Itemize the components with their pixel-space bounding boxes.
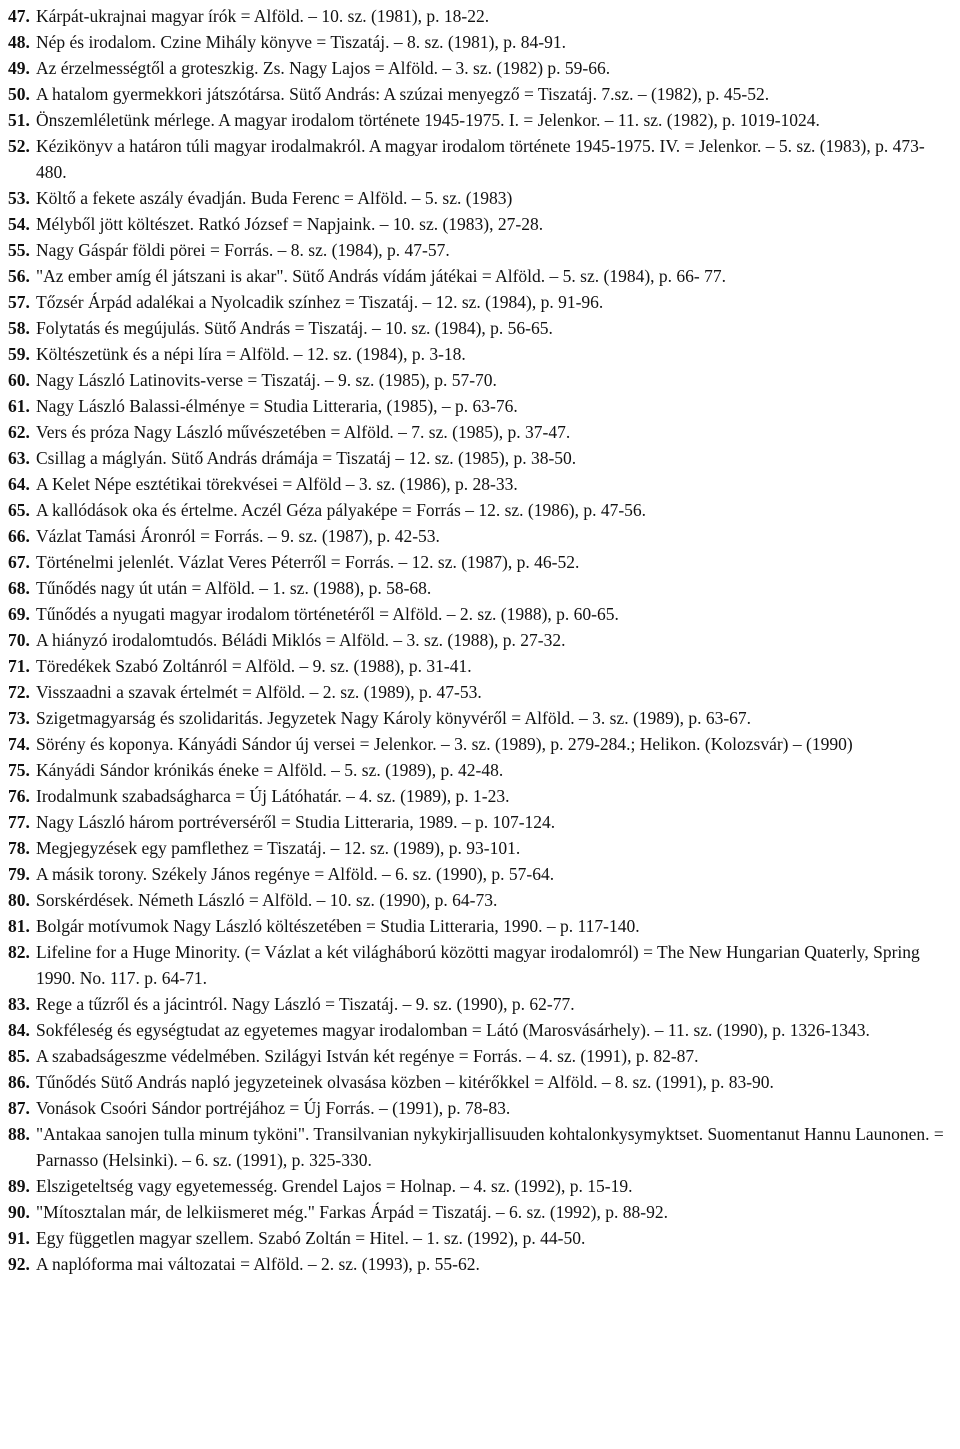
bibliography-entry — [8, 445, 952, 471]
entry-number: 82. — [8, 942, 30, 962]
entry-text: A másik torony. Székely János regénye = Alföld. – 6. sz. (1990), p. 57-64. — [36, 864, 555, 884]
entry-number: 58. — [8, 318, 30, 338]
bibliography-entry — [8, 939, 952, 991]
entry-text: Kárpát-ukrajnai magyar írók = Alföld. – 10. sz. (1981), p. 18-22. — [36, 6, 490, 26]
entry-number: 50. — [8, 84, 30, 104]
bibliography-entry — [8, 835, 952, 861]
bibliography-entry — [8, 1121, 952, 1173]
bibliography-entry — [8, 315, 952, 341]
entry-number: 67. — [8, 552, 30, 572]
entry-text: Folytatás és megújulás. Sütő András = Tiszatáj. – 10. sz. (1984), p. 56-65. — [36, 318, 553, 338]
bibliography-entry — [8, 679, 952, 705]
entry-number: 48. — [8, 32, 30, 52]
bibliography-entry — [8, 341, 952, 367]
bibliography-entry — [8, 783, 952, 809]
entry-text: Elszigeteltség vagy egyetemesség. Grendel Lajos = Holnap. – 4. sz. (1992), p. 15-19. — [36, 1176, 633, 1196]
bibliography-entry — [8, 575, 952, 601]
bibliography-entry — [8, 1069, 952, 1095]
bibliography-entry — [8, 757, 952, 783]
entry-number: 69. — [8, 604, 30, 624]
bibliography-entry — [8, 3, 952, 29]
entry-text: Kányádi Sándor krónikás éneke = Alföld. – 5. sz. (1989), p. 42-48. — [36, 760, 504, 780]
entry-number: 84. — [8, 1020, 30, 1040]
bibliography-entry — [8, 55, 952, 81]
entry-number: 75. — [8, 760, 30, 780]
bibliography-entry — [8, 991, 952, 1017]
bibliography-entry — [8, 1173, 952, 1199]
entry-number: 86. — [8, 1072, 30, 1092]
bibliography-entry — [8, 731, 952, 757]
bibliography-entry — [8, 1095, 952, 1121]
entry-number: 81. — [8, 916, 30, 936]
entry-number: 71. — [8, 656, 30, 676]
entry-text: Tűnődés Sütő András napló jegyzeteinek olvasása közben – kitérőkkel = Alföld. – 8. sz. (1991), p. 83-90. — [36, 1072, 774, 1092]
entry-text: Kézikönyv a határon túli magyar irodalmakról. A magyar irodalom története 1945-1975. IV. = Jelenkor. – 5. sz. (1983), p. 473-480. — [36, 136, 925, 182]
bibliography-entry — [8, 887, 952, 913]
bibliography-entry — [8, 237, 952, 263]
entry-text: A kallódások oka és értelme. Aczél Géza pályaképe = Forrás – 12. sz. (1986), p. 47-56. — [36, 500, 647, 520]
entry-number: 49. — [8, 58, 30, 78]
entry-text: Történelmi jelenlét. Vázlat Veres Péterről = Forrás. – 12. sz. (1987), p. 46-52. — [36, 552, 580, 572]
bibliography-entry — [8, 601, 952, 627]
bibliography-entry — [8, 211, 952, 237]
entry-text: Költő a fekete aszály évadján. Buda Ferenc = Alföld. – 5. sz. (1983) — [36, 188, 513, 208]
bibliography-entry — [8, 471, 952, 497]
entry-number: 66. — [8, 526, 30, 546]
entry-text: Visszaadni a szavak értelmét = Alföld. – 2. sz. (1989), p. 47-53. — [36, 682, 482, 702]
entry-number: 91. — [8, 1228, 30, 1248]
bibliography-entry — [8, 1199, 952, 1225]
entry-text: Nagy László három portréverséről = Studia Litteraria, 1989. – p. 107-124. — [36, 812, 556, 832]
bibliography-entry — [8, 419, 952, 445]
entry-text: A hiányzó irodalomtudós. Béládi Miklós = Alföld. – 3. sz. (1988), p. 27-32. — [36, 630, 566, 650]
entry-text: Rege a tűzről és a jácintról. Nagy László = Tiszatáj. – 9. sz. (1990), p. 62-77. — [36, 994, 575, 1014]
entry-text: Megjegyzések egy pamflethez = Tiszatáj. – 12. sz. (1989), p. 93-101. — [36, 838, 521, 858]
bibliography-entry — [8, 627, 952, 653]
entry-text: Nép és irodalom. Czine Mihály könyve = Tiszatáj. – 8. sz. (1981), p. 84-91. — [36, 32, 566, 52]
bibliography-entry — [8, 1225, 952, 1251]
entry-number: 61. — [8, 396, 30, 416]
entry-text: Önszemléletünk mérlege. A magyar irodalom története 1945-1975. I. = Jelenkor. – 11. sz. (1982), p. 1019-1024. — [36, 110, 820, 130]
entry-text: Lifeline for a Huge Minority. (= Vázlat a két világháború közötti magyar irodalomról) = The New Hungarian Quaterly, Spring 1990. No. 117. p. 64-71. — [36, 942, 920, 988]
bibliography-entry — [8, 185, 952, 211]
entry-text: Sorskérdések. Németh László = Alföld. – 10. sz. (1990), p. 64-73. — [36, 890, 498, 910]
entry-number: 53. — [8, 188, 30, 208]
entry-text: Nagy Gáspár földi pörei = Forrás. – 8. sz. (1984), p. 47-57. — [36, 240, 450, 260]
bibliography-list — [8, 3, 952, 1277]
entry-text: Csillag a máglyán. Sütő András drámája = Tiszatáj – 12. sz. (1985), p. 38-50. — [36, 448, 577, 468]
bibliography-entry — [8, 263, 952, 289]
entry-number: 76. — [8, 786, 30, 806]
bibliography-entry — [8, 367, 952, 393]
entry-text: Nagy László Latinovits-verse = Tiszatáj. – 9. sz. (1985), p. 57-70. — [36, 370, 497, 390]
entry-number: 68. — [8, 578, 30, 598]
entry-number: 80. — [8, 890, 30, 910]
entry-number: 92. — [8, 1254, 30, 1274]
entry-number: 73. — [8, 708, 30, 728]
entry-text: A hatalom gyermekkori játszótársa. Sütő András: A szúzai menyegző = Tiszatáj. 7.sz. – (1982), p. 45-52. — [36, 84, 770, 104]
entry-text: Nagy László Balassi-élménye = Studia Litteraria, (1985), – p. 63-76. — [36, 396, 518, 416]
bibliography-entry — [8, 133, 952, 185]
entry-number: 74. — [8, 734, 30, 754]
entry-text: Sokféleség és egységtudat az egyetemes magyar irodalomban = Látó (Marosvásárhely). – 11. sz. (1990), p. 1326-1343. — [36, 1020, 870, 1040]
bibliography-entry — [8, 861, 952, 887]
entry-text: "Antakaa sanojen tulla minum tyköni". Transilvanian nykykirjallisuuden kohtalonkysymyktset. Suomentanut Hannu Launonen. = Parnasso (Helsinki). – 6. sz. (1991), p. 325-330. — [36, 1124, 944, 1170]
bibliography-entry — [8, 29, 952, 55]
entry-text: Egy független magyar szellem. Szabó Zoltán = Hitel. – 1. sz. (1992), p. 44-50. — [36, 1228, 586, 1248]
entry-text: Mélyből jött költészet. Ratkó József = Napjaink. – 10. sz. (1983), 27-28. — [36, 214, 544, 234]
entry-text: Szigetmagyarság és szolidaritás. Jegyzetek Nagy Károly könyvéről = Alföld. – 3. sz. (1989), p. 63-67. — [36, 708, 752, 728]
bibliography-entry — [8, 523, 952, 549]
bibliography-entry — [8, 653, 952, 679]
entry-text: A naplóforma mai változatai = Alföld. – 2. sz. (1993), p. 55-62. — [36, 1254, 480, 1274]
entry-number: 55. — [8, 240, 30, 260]
entry-number: 83. — [8, 994, 30, 1014]
entry-number: 87. — [8, 1098, 30, 1118]
entry-text: Tőzsér Árpád adalékai a Nyolcadik színhez = Tiszatáj. – 12. sz. (1984), p. 91-96. — [36, 292, 604, 312]
bibliography-entry — [8, 913, 952, 939]
entry-text: A szabadságeszme védelmében. Szilágyi István két regénye = Forrás. – 4. sz. (1991), p. 82-87. — [36, 1046, 699, 1066]
entry-text: Sörény és koponya. Kányádi Sándor új versei = Jelenkor. – 3. sz. (1989), p. 279-284.; Helikon. (Kolozsvár) – (1990) — [36, 734, 853, 754]
entry-text: Vonások Csoóri Sándor portréjához = Új Forrás. – (1991), p. 78-83. — [36, 1098, 511, 1118]
entry-text: Vázlat Tamási Áronról = Forrás. – 9. sz. (1987), p. 42-53. — [36, 526, 440, 546]
entry-text: "Mítosztalan már, de lelkiismeret még." Farkas Árpád = Tiszatáj. – 6. sz. (1992), p. 88-92. — [36, 1202, 668, 1222]
entry-number: 72. — [8, 682, 30, 702]
entry-number: 65. — [8, 500, 30, 520]
entry-number: 79. — [8, 864, 30, 884]
bibliography-entry — [8, 1043, 952, 1069]
entry-number: 52. — [8, 136, 30, 156]
bibliography-entry — [8, 497, 952, 523]
entry-text: "Az ember amíg él játszani is akar". Sütő András vídám játékai = Alföld. – 5. sz. (1984), p. 66- 77. — [36, 266, 726, 286]
entry-number: 77. — [8, 812, 30, 832]
bibliography-entry — [8, 81, 952, 107]
entry-number: 90. — [8, 1202, 30, 1222]
entry-number: 70. — [8, 630, 30, 650]
entry-number: 85. — [8, 1046, 30, 1066]
entry-number: 60. — [8, 370, 30, 390]
entry-text: Vers és próza Nagy László művészetében = Alföld. – 7. sz. (1985), p. 37-47. — [36, 422, 571, 442]
entry-number: 59. — [8, 344, 30, 364]
entry-text: Bolgár motívumok Nagy László költészetében = Studia Litteraria, 1990. – p. 117-140. — [36, 916, 640, 936]
bibliography-entry — [8, 1017, 952, 1043]
entry-number: 64. — [8, 474, 30, 494]
bibliography-entry — [8, 549, 952, 575]
entry-number: 56. — [8, 266, 30, 286]
entry-text: Az érzelmességtől a groteszkig. Zs. Nagy Lajos = Alföld. – 3. sz. (1982) p. 59-66. — [36, 58, 611, 78]
entry-text: Tűnődés nagy út után = Alföld. – 1. sz. (1988), p. 58-68. — [36, 578, 432, 598]
entry-number: 57. — [8, 292, 30, 312]
entry-text: Tűnődés a nyugati magyar irodalom történetéről = Alföld. – 2. sz. (1988), p. 60-65. — [36, 604, 619, 624]
bibliography-entry — [8, 809, 952, 835]
entry-number: 88. — [8, 1124, 30, 1144]
entry-number: 54. — [8, 214, 30, 234]
entry-number: 63. — [8, 448, 30, 468]
entry-number: 62. — [8, 422, 30, 442]
entry-number: 51. — [8, 110, 30, 130]
bibliography-entry — [8, 393, 952, 419]
entry-text: A Kelet Népe esztétikai törekvései = Alföld – 3. sz. (1986), p. 28-33. — [36, 474, 518, 494]
entry-number: 47. — [8, 6, 30, 26]
entry-text: Irodalmunk szabadságharca = Új Látóhatár. – 4. sz. (1989), p. 1-23. — [36, 786, 510, 806]
entry-number: 89. — [8, 1176, 30, 1196]
bibliography-entry — [8, 1251, 952, 1277]
entry-text: Töredékek Szabó Zoltánról = Alföld. – 9. sz. (1988), p. 31-41. — [36, 656, 472, 676]
entry-text: Költészetünk és a népi líra = Alföld. – 12. sz. (1984), p. 3-18. — [36, 344, 466, 364]
entry-number: 78. — [8, 838, 30, 858]
bibliography-entry — [8, 705, 952, 731]
bibliography-entry — [8, 107, 952, 133]
bibliography-entry — [8, 289, 952, 315]
